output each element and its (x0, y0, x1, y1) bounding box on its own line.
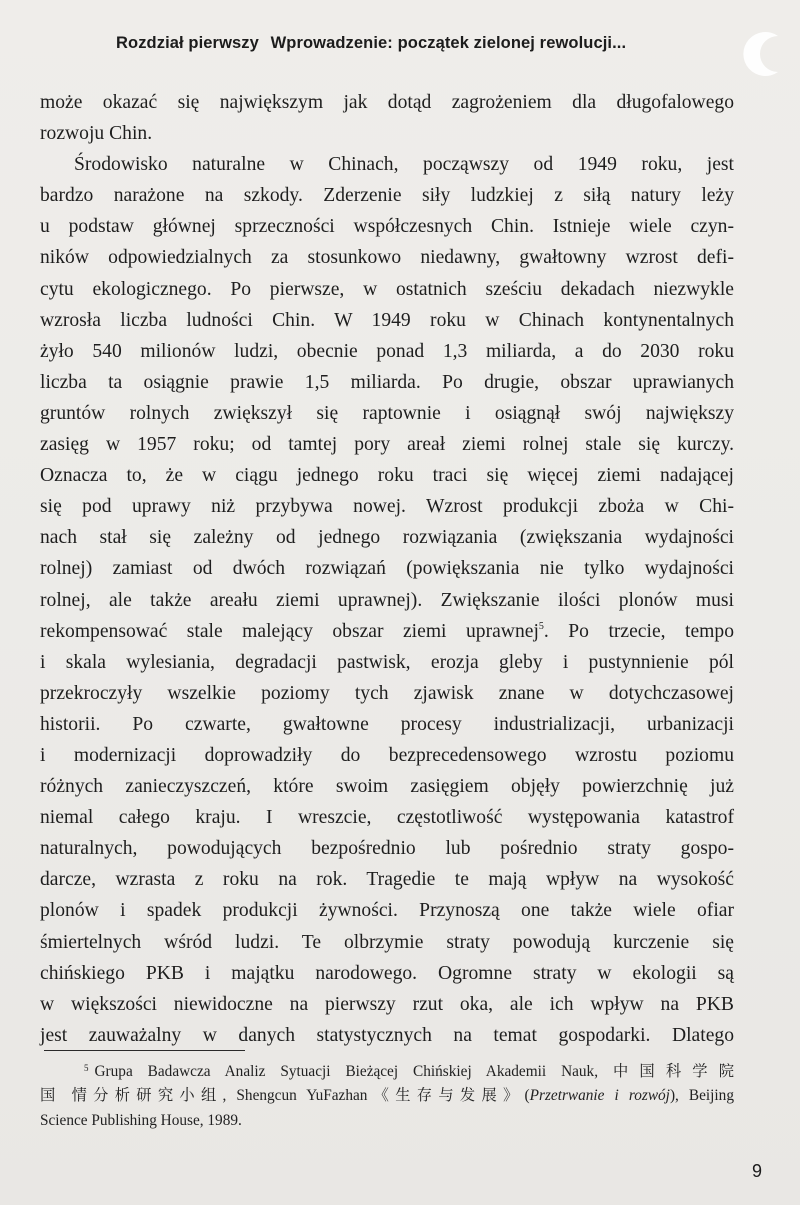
text-line: niemal całego kraju. I wreszcie, częstotliwość występowania katastrof (40, 807, 734, 829)
text-line: i modernizacji doprowadziły do bezprecedensowego wzrostu poziomu (40, 744, 734, 766)
footnote-number: 5 (84, 1063, 89, 1073)
text-line: darcze, wzrasta z roku na rok. Tragedie te mają wpływ na wysokość (40, 869, 734, 891)
text-line: rozwoju Chin. (40, 123, 153, 145)
text-line: nach stał się zależny od jednego rozwiązania (zwiększania wydajności (40, 527, 734, 549)
text-line: gruntów rolnych zwiększył się raptownie i osiągnął swój największy (40, 402, 734, 424)
text-line: ników odpowiedzialnych za stosunkowo niedawny, gwałtowny wzrost defi- (40, 247, 734, 269)
text-line: przekroczyły wszelkie poziomy tych zjawisk znane w dotychczasowej (40, 682, 734, 704)
text-line: naturalnych, powodujących bezpośrednio lub pośrednio straty gospo- (40, 838, 734, 860)
text-line: zasięg w 1957 roku; od tamtej pory areał ziemi rolnej stale się kurczy. (40, 434, 734, 456)
chapter-label: Rozdział pierwszy (116, 34, 259, 52)
footnote-text: 国 情分析研究小组, Shengcun YuFazhan《生存与发展》( (40, 1087, 530, 1105)
footnote-separator (44, 1050, 245, 1051)
text-line-with-footnote-ref (40, 616, 734, 647)
paragraph-first-line: Środowisko naturalne w Chinach, począwszy od 1949 roku, jest (74, 154, 734, 176)
text-line: się pod uprawy niż przybywa nowej. Wzrost produkcji zboża w Chi- (40, 496, 734, 518)
text-line: historii. Po czwarte, gwałtowne procesy industrializacji, urbanizacji (40, 713, 734, 735)
text-line: plonów i spadek produkcji żywności. Przynoszą one także wiele ofiar (40, 900, 734, 922)
running-header (116, 34, 736, 53)
footnote-reference[interactable]: 5 (538, 620, 544, 632)
text-line: liczba ta osiągnie prawie 1,5 miliarda. Po drugie, obszar uprawianych (40, 371, 734, 393)
footnote-line (40, 1084, 734, 1108)
text-line: bardzo narażone na szkody. Zderzenie siły ludzkiej z siłą natury leży (40, 185, 734, 207)
footnote-line: Science Publishing House, 1989. (40, 1111, 242, 1129)
text-line: w większości niewidoczne na pierwszy rzut oka, ale ich wpływ na PKB (40, 993, 734, 1015)
text-line: żyło 540 milionów ludzi, obecnie ponad 1,3 miliarda, a do 2030 roku (40, 340, 734, 362)
text-line: może okazać się największym jak dotąd zagrożeniem dla długofalowego (40, 92, 734, 113)
text-line: chińskiego PKB i majątku narodowego. Ogromne straty w ekologii są (40, 962, 734, 984)
footnote-text: Grupa Badawcza Analiz Sytuacji Bieżącej Chińskiej Akademii Nauk, 中国科学院 (94, 1063, 734, 1080)
text-line: rolnej) zamiast od dwóch rozwiązań (powiększania nie tylko wydajności (40, 558, 734, 580)
text-line: rolnej, ale także areału ziemi uprawnej). Zwiększanie ilości plonów musi (40, 589, 734, 611)
text-line-end: . Po trzecie, tempo (543, 620, 734, 642)
page-number: 9 (752, 1161, 763, 1181)
text-line: wzrosła liczba ludności Chin. W 1949 roku w Chinach kontynentalnych (40, 309, 734, 331)
footnote-line (40, 1060, 734, 1084)
text-line-start: rekompensować stale malejący obszar ziemi uprawnej (40, 620, 539, 642)
chapter-title: Wprowadzenie: początek zielonej rewolucji... (270, 34, 627, 52)
text-line: i skala wylesiania, degradacji pastwisk, erozja gleby i pustynnienie pól (40, 651, 734, 673)
body-text (40, 87, 734, 1051)
footnote-text: ), Beijing (669, 1087, 734, 1105)
footnote (40, 1060, 734, 1133)
crescent-logo-icon (734, 26, 790, 82)
text-line: śmiertelnych wśród ludzi. Te olbrzymie straty powodują kurczenie się (40, 931, 734, 953)
text-line: jest zauważalny w danych statystycznych na temat gospodarki. Dlatego (40, 1024, 734, 1046)
text-line: cytu ekologicznego. Po pierwsze, w ostatnich sześciu dekadach niezwykle (40, 278, 734, 300)
text-line: u podstaw głównej sprzeczności współczesnych Chin. Istnieje wiele czyn- (40, 216, 734, 238)
text-line: różnych zanieczyszczeń, które swoim zasięgiem objęły powierzchnię już (40, 776, 734, 798)
text-line: Oznacza to, że w ciągu jednego roku traci się więcej ziemi nadającej (40, 465, 734, 487)
footnote-italic-title: Przetrwanie i rozwój (529, 1087, 670, 1105)
